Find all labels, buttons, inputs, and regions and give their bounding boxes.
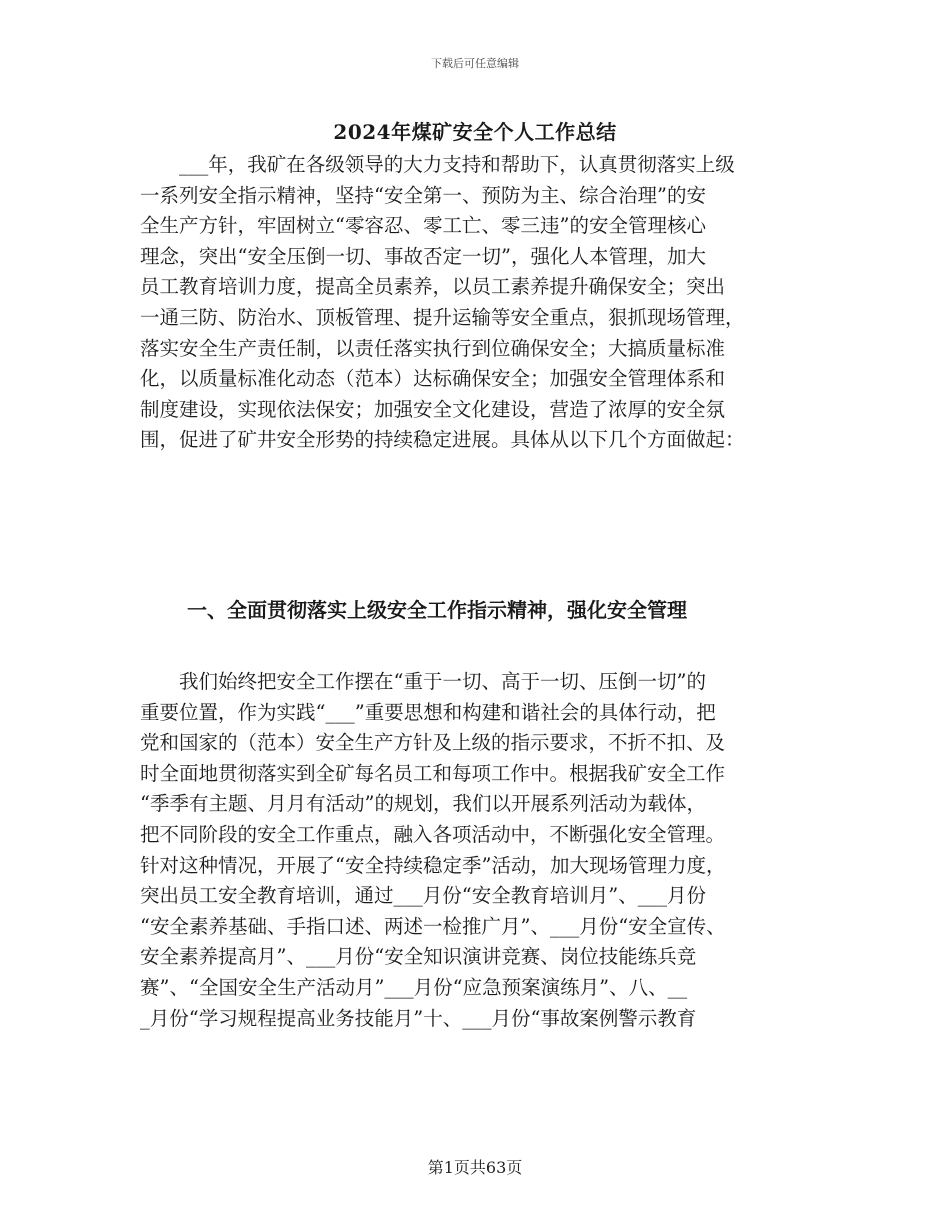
section-heading: 一、全面贯彻落实上级安全工作指示精神，强化安全管理 (187, 598, 687, 622)
text-line: 突出员工安全教育培训，通过___月份“安全教育培训月”、___月份 (140, 884, 706, 908)
text-line: 落实安全生产责任制，以责任落实执行到位确保安全；大搞质量标准 (140, 336, 726, 360)
text-line: _月份“学习规程提高业务技能月”十、___月份“事故案例警示教育 (140, 1006, 697, 1030)
text-line: 把不同阶段的安全工作重点，融入各项活动中，不断强化安全管理。 (140, 822, 726, 846)
text-line: 全生产方针，牢固树立“零容忍、零工亡、零三违”的安全管理核心 (140, 214, 706, 238)
text-line: 理念，突出“安全压倒一切、事故否定一切”，强化人本管理，加大 (140, 244, 706, 268)
text-line: 员工教育培训力度，提高全员素养，以员工素养提升确保安全；突出 (140, 275, 726, 299)
text-line: “安全素养基础、手指口述、两述一检推广月”、___月份“安全宣传、 (140, 914, 726, 938)
intro-paragraph (140, 150, 830, 456)
text-line: 赛”、“全国安全生产活动月”___月份“应急预案演练月”、八、__ (140, 975, 688, 999)
text-line: 制度建设，实现依法保安；加强安全文化建设，营造了浓厚的安全氛 (140, 397, 726, 421)
text-line: 我们始终把安全工作摆在“重于一切、高于一切、压倒一切”的 (140, 670, 706, 693)
text-line: “季季有主题、月月有活动”的规划，我们以开展系列活动为载体， (140, 792, 706, 816)
text-line: ___年，我矿在各级领导的大力支持和帮助下，认真贯彻落实上级 (140, 153, 735, 176)
text-line: 围，促进了矿井安全形势的持续稳定进展。具体从以下几个方面做起： (140, 428, 745, 452)
text-line: 时全面地贯彻落实到全矿每名员工和每项工作中。根据我矿安全工作 (140, 761, 726, 785)
text-line: 一系列安全指示精神，坚持“安全第一、预防为主、综合治理”的安 (140, 183, 706, 207)
page-header-note: 下载后可任意编辑 (431, 57, 519, 70)
text-line: 针对这种情况，开展了“安全持续稳定季”活动，加大现场管理力度， (140, 853, 726, 877)
text-line: 重要位置，作为实践“___”重要思想和构建和谐社会的具体行动，把 (140, 700, 716, 724)
text-line: 一通三防、防治水、顶板管理、提升运输等安全重点，狠抓现场管理， (140, 305, 745, 329)
text-line: 化，以质量标准化动态（范本）达标确保安全；加强安全管理体系和 (140, 367, 726, 391)
section-paragraph (140, 667, 830, 1034)
text-line: 安全素养提高月”、___月份“安全知识演讲竞赛、岗位技能练兵竞 (140, 945, 697, 969)
page-footer-number: 第1页共63页 (427, 1158, 523, 1177)
document-title: 2024年煤矿安全个人工作总结 (333, 120, 617, 144)
text-line: 党和国家的（范本）安全生产方针及上级的指示要求，不折不扣、及 (140, 731, 726, 755)
